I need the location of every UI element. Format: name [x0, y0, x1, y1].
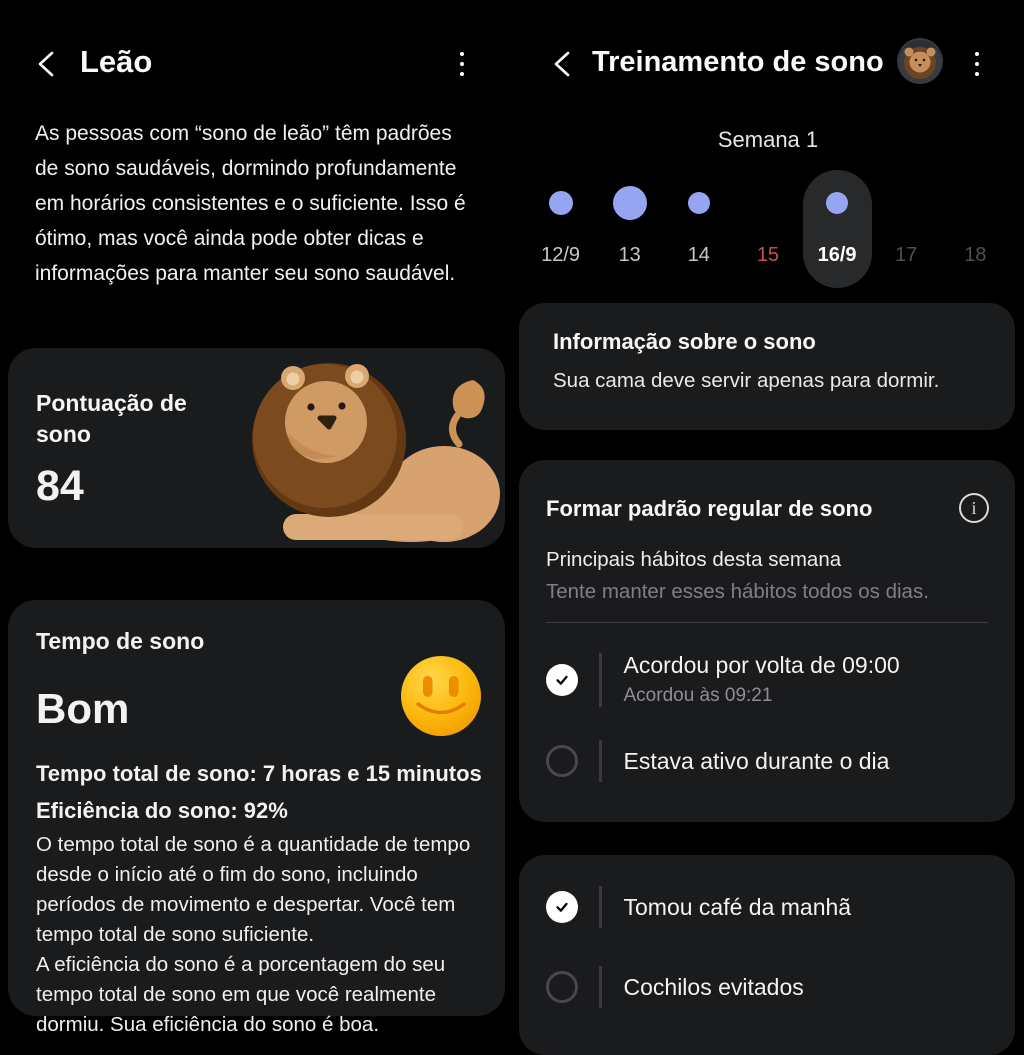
sleep-dot-icon [688, 192, 710, 214]
pattern-card-subtitle: Principais hábitos desta semana [546, 548, 842, 571]
habit-checkbox[interactable] [546, 971, 578, 1003]
info-card-subtitle: Sua cama deve servir apenas para dormir. [553, 369, 940, 392]
habit-sublabel: Acordou às 09:21 [623, 685, 773, 706]
page-title: Treinamento de sono [592, 46, 884, 78]
score-card-title: Pontuação de sono [36, 390, 187, 447]
page-title: Leão [80, 44, 153, 79]
lion-avatar[interactable] [897, 38, 943, 84]
habit-texts [624, 748, 890, 775]
info-icon[interactable]: i [959, 493, 989, 523]
more-options-button[interactable] [452, 48, 472, 80]
habit-checkbox[interactable] [546, 745, 578, 777]
sleep-type-description: As pessoas com “sono de leão” têm padrões de sono saudáveis, dormindo profundamente em horários consistentes e o suficiente. Isso é ótimo, mas você ainda pode obter dicas e informações para manter seu sono saudável. [35, 122, 466, 285]
sleep-totals [36, 755, 496, 829]
calendar-day-label: 13 [618, 244, 641, 266]
back-button[interactable] [32, 48, 62, 80]
dot-icon [975, 52, 980, 57]
habit-texts [624, 652, 900, 707]
sleep-dot-icon [826, 192, 848, 214]
sleep-dot-icon [549, 191, 573, 215]
habit-label: Cochilos evitados [623, 973, 804, 1000]
sleep-coaching-screen [512, 0, 1024, 1024]
back-chevron-icon [548, 48, 578, 80]
details-paragraph-1: O tempo total de sono é a quantidade de tempo desde o início até o fim do sono, incluindo períodos de movimento e despertar. Você tem tempo total de sono suficiente. [36, 833, 471, 946]
sleep-details-text [36, 830, 472, 1040]
habit-row[interactable] [546, 652, 995, 707]
week-calendar [526, 170, 1010, 288]
more-options-button[interactable] [967, 48, 987, 80]
sleep-score-value: 84 [36, 462, 84, 510]
habit-row[interactable] [546, 735, 995, 787]
sleep-dot-icon [613, 186, 647, 220]
pattern-card-title: Formar padrão regular de sono [546, 496, 873, 521]
back-button[interactable] [548, 48, 578, 80]
sleep-dot-area [613, 170, 647, 236]
habit-label: Tomou café da manhã [623, 893, 852, 920]
calendar-day[interactable] [733, 170, 802, 288]
habit-checkbox[interactable] [546, 891, 578, 923]
sleep-dot-area [826, 170, 848, 236]
calendar-day-label: 16/9 [817, 244, 857, 266]
habit-checkbox[interactable] [546, 664, 578, 696]
sleep-pattern-card [519, 460, 1015, 822]
check-icon [553, 898, 571, 916]
sleep-dot-area [688, 170, 710, 236]
habit-texts [624, 974, 804, 1001]
vertical-divider [599, 740, 602, 782]
dot-icon [460, 72, 465, 77]
sleep-score-card [8, 348, 505, 548]
sleep-animal-screen [0, 0, 512, 1036]
right-header [512, 0, 1024, 100]
dot-icon [460, 52, 465, 57]
calendar-day[interactable] [526, 170, 595, 288]
divider [546, 622, 988, 623]
calendar-day[interactable] [941, 170, 1010, 288]
lion-avatar-icon [897, 38, 943, 84]
dot-icon [975, 62, 980, 67]
vertical-divider [599, 886, 602, 928]
left-header [0, 0, 512, 100]
extra-habits-card [519, 855, 1015, 1055]
habit-label: Acordou por volta de 09:00 [623, 652, 900, 678]
details-paragraph-2: A eficiência do sono é a porcentagem do seu tempo total de sono em que você realmente dormiu. Sua eficiência do sono é boa. [36, 953, 446, 1036]
calendar-day[interactable] [872, 170, 941, 288]
calendar-day[interactable] [595, 170, 664, 288]
habit-row[interactable] [546, 881, 995, 933]
habit-texts [624, 894, 852, 921]
vertical-divider [599, 966, 602, 1008]
calendar-day-label: 15 [756, 244, 780, 266]
sleep-info-card[interactable] [519, 303, 1015, 430]
calendar-day[interactable] [803, 170, 872, 288]
calendar-day-label: 18 [964, 244, 987, 266]
smiley-face-icon [400, 655, 482, 737]
habit-list [546, 881, 995, 1041]
calendar-day-label: 17 [895, 244, 918, 266]
vertical-divider [599, 653, 602, 707]
time-card-title: Tempo de sono [36, 628, 205, 654]
total-sleep-line: Tempo total de sono: 7 horas e 15 minutos [36, 761, 482, 786]
lion-illustration [251, 352, 503, 546]
calendar-day-label: 14 [687, 244, 710, 266]
dot-icon [460, 62, 465, 67]
habit-list [546, 652, 995, 815]
dot-icon [975, 72, 980, 77]
week-label: Semana 1 [717, 127, 819, 152]
pattern-card-hint: Tente manter esses hábitos todos os dias. [546, 580, 929, 603]
calendar-day[interactable] [664, 170, 733, 288]
habit-label: Estava ativo durante o dia [623, 747, 890, 774]
info-card-title: Informação sobre o sono [553, 329, 816, 354]
calendar-day-label: 12/9 [541, 244, 581, 266]
check-icon [553, 671, 571, 689]
back-chevron-icon [32, 48, 62, 80]
habit-row[interactable] [546, 961, 995, 1013]
sleep-rating: Bom [36, 685, 130, 732]
sleep-dot-area [549, 170, 573, 236]
efficiency-line: Eficiência do sono: 92% [36, 798, 288, 823]
sleep-time-card [8, 600, 505, 1036]
